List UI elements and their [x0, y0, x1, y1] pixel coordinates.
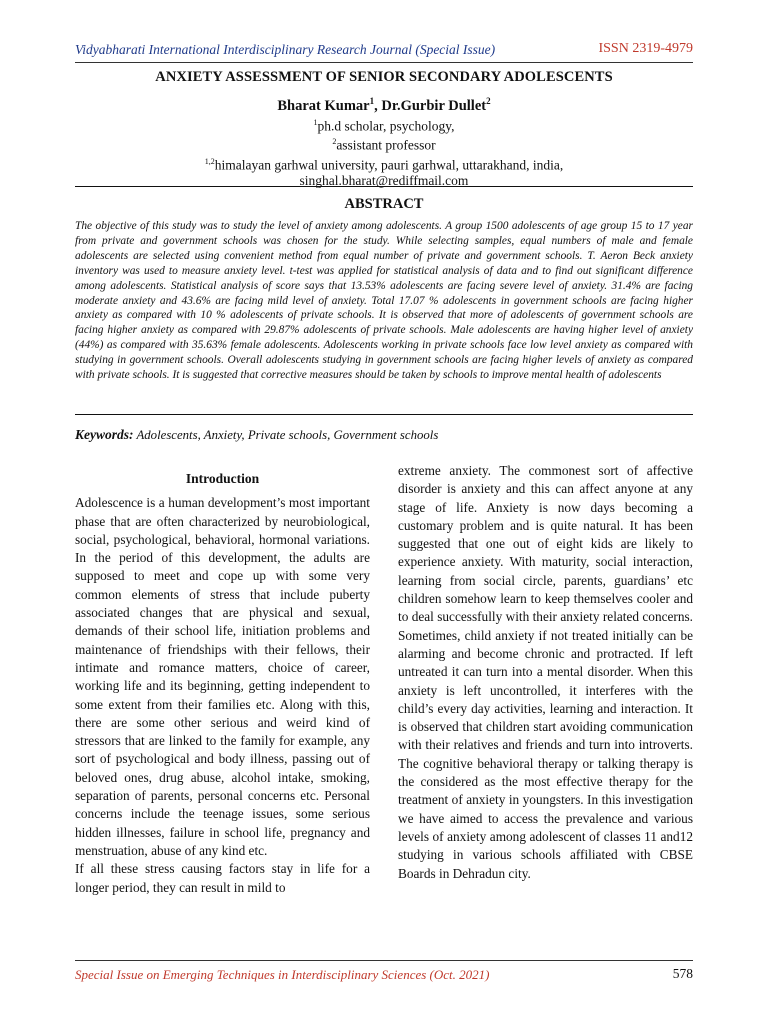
- author-2-sup: 2: [486, 96, 491, 106]
- affiliation-3: [75, 154, 693, 174]
- affiliation-3-text: himalayan garhwal university, pauri garhwal, uttarakhand, india,: [214, 157, 564, 173]
- keywords-label: Keywords:: [75, 427, 134, 442]
- special-issue-title: Special Issue on Emerging Techniques in Interdisciplinary Sciences (Oct. 2021): [75, 967, 490, 982]
- affiliation-1-text: ph.d scholar, psychology,: [317, 118, 455, 134]
- separator-top: [75, 186, 693, 187]
- affiliation-2: [75, 134, 693, 154]
- affiliation-2-text: assistant professor: [336, 137, 436, 153]
- title-block: [75, 68, 693, 189]
- keywords-text: Adolescents, Anxiety, Private schools, Government schools: [133, 428, 439, 442]
- author-2: Dr.Gurbir Dullet: [381, 97, 487, 114]
- left-paragraph-2: If all these stress causing factors stay in life for a longer period, they can result in mild to: [75, 861, 370, 895]
- separator-abstract: [75, 414, 693, 415]
- introduction-heading: Introduction: [185, 471, 260, 486]
- right-paragraph-1: extreme anxiety. The commonest sort of affective disorder is anxiety and this can affect anyone at any stage of life. Anxiety is now days becoming a customary problem and is quite natural. It has been suggested that one out of eight kids are likely to experience anxiety. With maturity, social interaction, learning from social circle, parents, guardians’ etc children somehow learn to keep themselves cooler and to deal successfully with their anxiety related concerns. Sometimes, child anxiety if not treated initially can be alarming and become chronic and protracted. If left untreated it can turn into a mental disorder. When this anxiety is left uncontrolled, it interferes with the child’s every day activities, learning and interaction. It is observed that children start avoiding communication with their relatives and friends and turn into introverts. The cognitive behavioral therapy or talking therapy is the considered as the most effective therapy for the treatment of anxiety in youngsters. In this investigation we have aimed to access the prevalence and various levels of anxiety among adolescent of classes 11 and12 studying in various schools affiliated with CBSE Boards in Dehradun city.: [398, 463, 693, 881]
- left-column: [75, 462, 370, 897]
- author-1-sup: 1: [369, 96, 375, 106]
- page-header: [75, 40, 693, 63]
- affiliation-3-sup: 1,2: [204, 156, 215, 166]
- journal-name: Vidyabharati International Interdisciplinary Research Journal (Special Issue): [75, 42, 496, 57]
- page-footer: [75, 960, 693, 985]
- affiliation-1-sup: 1: [313, 117, 318, 127]
- left-paragraph-1: Adolescence is a human development’s most important phase that are often characterized by neurobiological, social, psychological, behavioral, hormonal variations. In the period of this development, the adults are supposed to meet and cope up with some very common elements of stress that include puberty associated changes that are physical and sexual, demands of their school life, initiation problems and maintenance of friendships with their fellows, their intimate and romance matters, choice of career, working life and its beginning, getting independent to some extent from their families etc. Along with this, there are some other serious and weird kind of stressors that are linked to the family for example, any sort of psychological and body illness, passing out of beloved ones, drug abuse, alcohol intake, smoking, separation of parents, personal concerns etc. Personal concerns include the teenage issues, some serious hidden illnesses, failure in school life, pregnancy and menstruation, abuse of any kind etc.: [75, 495, 370, 858]
- author-separator: ,: [374, 97, 382, 114]
- keywords: [75, 427, 693, 443]
- abstract-text: The objective of this study was to study the level of anxiety among adolescents. A group 1500 adolescents of age group 15 to 17 year from private and government schools was chosen for the study. While selecting samples, equal numbers of male and female adolescents are selected using convenient method from equal number of private and government schools. T. Aeron Beck anxiety inventory was used to measure anxiety level. t-test was applied for statistical analysis of data and to find out significant difference among adolescents. Statistical analysis of score says that 13.53% adolescents are facing severe level of anxiety. 31.4% are facing moderate anxiety and 43.6% are facing mild level of anxiety. Total 17.07 % adolescents in government schools are facing higher anxiety as compared with 10 % adolescents of private schools. It is observed that more of adolescents of government schools are facing higher anxiety as compared with 29.87% adolescents of private schools. Male adolescents are having higher level of anxiety (44%) as compared with 35.63% female adolescents. Adolescents working in private schools face low level anxiety as compared with studying in government schools. Overall adolescents studying in government schools are facing higher levels of anxiety as compared with private schools. It is suggested that corrective measures should be taken by schools to improve mental health of adolescents: [75, 220, 693, 382]
- author-1: Bharat Kumar: [277, 97, 370, 114]
- issn-number: ISSN 2319-4979: [598, 41, 693, 56]
- affiliation-2-sup: 2: [332, 137, 337, 147]
- affiliation-1: [75, 115, 693, 135]
- author-email: singhal.bharat@rediffmail.com: [299, 173, 469, 189]
- author-line: [75, 92, 693, 115]
- right-column: [398, 462, 693, 883]
- page-number: 578: [672, 966, 693, 981]
- abstract-heading: ABSTRACT: [344, 196, 424, 212]
- paper-title: ANXIETY ASSESSMENT OF SENIOR SECONDARY ADOLESCENTS: [155, 69, 613, 85]
